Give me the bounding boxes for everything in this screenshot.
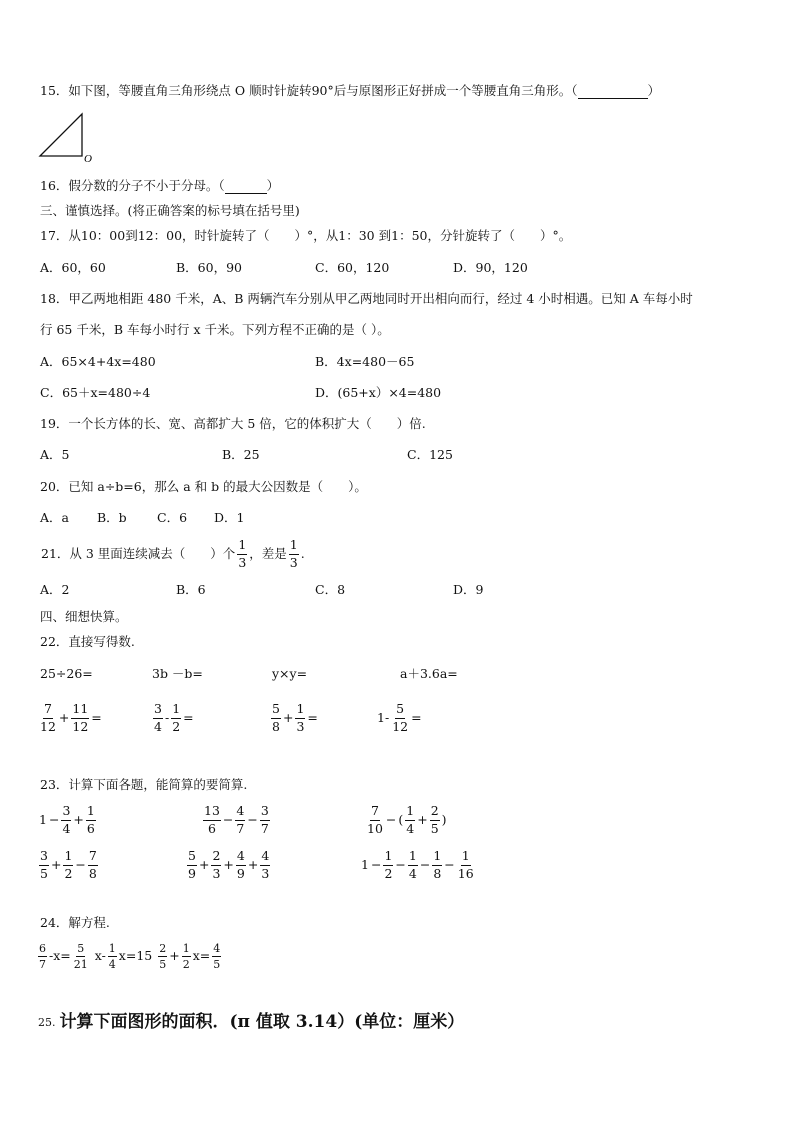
q23-expr-6: 1 − $\frac{1}{2}$ − $\frac{1}{4}$ − $\frac{1}{8}$ − $\frac{1}{16}$ bbox=[361, 848, 474, 881]
q25-question bbox=[38, 1014, 464, 1031]
q17-option-a[interactable]: A．60，60 bbox=[40, 260, 106, 275]
section-3-heading: 三、谨慎选择。(将正确答案的标号填在括号里) bbox=[40, 203, 300, 218]
q23-expr-3: $\frac{7}{10}$ − ( $\frac{1}{4}$ + $\frac{2}{5}$ ) bbox=[367, 803, 447, 836]
q23-expr-1: 1 − $\frac{3}{4}$ + $\frac{1}{6}$ bbox=[39, 803, 95, 836]
q24-equations: $\frac{6}{7}$ -x= $\frac{5}{21}$ x- $\frac{1}{4}$ x=15 $\frac{2}{5}$ + $\frac{1}{2}$ x= $\frac{4}{5}$ bbox=[39, 942, 221, 971]
q25-number: 25. bbox=[38, 1016, 56, 1029]
q25-text: 计算下面图形的面积．(π 值取 3.14）(单位：厘米） bbox=[59, 1012, 465, 1032]
q16-question bbox=[40, 180, 279, 194]
q21-question bbox=[40, 539, 306, 569]
q22-expr-5: $\frac{7}{12}$ + $\frac{11}{12}$ = bbox=[40, 701, 102, 734]
q22-item-2: 3b －b= bbox=[152, 666, 203, 681]
q17-text: 17．从10：00到12：00，时针旋转了（ ）°，从1：30 到1：50，分针旋转了（ ）°。 bbox=[40, 228, 572, 243]
q22-item-4: a＋3.6a= bbox=[400, 666, 458, 681]
q19-option-c[interactable]: C．125 bbox=[407, 447, 453, 462]
q15-question bbox=[40, 85, 660, 99]
q21-option-c[interactable]: C．8 bbox=[315, 582, 346, 597]
q16-text: 16．假分数的分子不小于分母。（ bbox=[40, 178, 225, 193]
q22-item-1: 25÷26= bbox=[40, 666, 93, 681]
q21-end: . bbox=[300, 545, 305, 561]
q22-item-3: y×y= bbox=[272, 666, 308, 681]
q20-text: 20．已知 a÷b=6，那么 a 和 b 的最大公因数是（ ）。 bbox=[40, 479, 367, 494]
q17-option-c[interactable]: C．60，120 bbox=[315, 260, 390, 275]
q22-expr-6: $\frac{3}{4}$ - $\frac{1}{2}$ = bbox=[154, 701, 194, 734]
q21-fraction-1: $\frac{1}{3}$ bbox=[238, 537, 247, 570]
q22-expr-8: 1- $\frac{5}{12}$ = bbox=[377, 701, 422, 734]
q15-close: ） bbox=[647, 83, 661, 98]
q20-option-c[interactable]: C．6 bbox=[157, 510, 188, 525]
q23-expr-4: $\frac{3}{5}$ + $\frac{1}{2}$ − $\frac{7}{8}$ bbox=[40, 848, 97, 881]
q23-expr-5: $\frac{5}{9}$ + $\frac{2}{3}$ + $\frac{4}{9}$ + $\frac{4}{3}$ bbox=[188, 848, 270, 881]
q21-fraction-2: $\frac{1}{3}$ bbox=[289, 537, 298, 570]
q18-option-c[interactable]: C．65＋x=480÷4 bbox=[40, 385, 151, 400]
q16-close: ） bbox=[266, 178, 280, 193]
q18-option-a[interactable]: A．65×4+4x=480 bbox=[40, 354, 156, 369]
q19-text: 19．一个长方体的长、宽、高都扩大 5 倍，它的体积扩大（ ）倍. bbox=[40, 416, 426, 431]
q19-option-b[interactable]: B．25 bbox=[222, 447, 260, 462]
point-o-label: O bbox=[84, 153, 92, 164]
q18-line1: 18．甲乙两地相距 480 千米，A、B 两辆汽车分别从甲乙两地同时开出相向而行，经过 4 小时相遇。已知 A 车每小时 bbox=[40, 291, 693, 306]
q22-expr-7: $\frac{5}{8}$ + $\frac{1}{3}$ = bbox=[272, 701, 318, 734]
q22-title: 22．直接写得数. bbox=[40, 634, 135, 649]
q23-expr-2: $\frac{13}{6}$ − $\frac{4}{7}$ − $\frac{3}{7}$ bbox=[204, 803, 269, 836]
q20-option-b[interactable]: B．b bbox=[97, 510, 127, 525]
q16-answer-blank[interactable] bbox=[225, 180, 267, 194]
q15-answer-blank[interactable] bbox=[578, 85, 648, 99]
q21-option-a[interactable]: A．2 bbox=[40, 582, 70, 597]
q17-option-d[interactable]: D．90，120 bbox=[453, 260, 528, 275]
q19-option-a[interactable]: A．5 bbox=[40, 447, 70, 462]
section-4-heading: 四、细想快算。 bbox=[40, 609, 128, 624]
q24-title: 24．解方程. bbox=[40, 915, 110, 930]
q18-line2: 行 65 千米，B 车每小时行 x 千米。下列方程不正确的是（ ）。 bbox=[40, 322, 390, 337]
q18-option-b[interactable]: B．4x=480－65 bbox=[315, 354, 415, 369]
q20-option-a[interactable]: A．a bbox=[40, 510, 69, 525]
q21-mid: ，差是 bbox=[249, 545, 287, 561]
q21-prefix: 21．从 3 里面连续减去（ ）个 bbox=[41, 545, 236, 561]
q18-option-d[interactable]: D．(65+x）×4=480 bbox=[315, 385, 442, 400]
q21-option-d[interactable]: D．9 bbox=[453, 582, 484, 597]
right-triangle-figure bbox=[38, 112, 98, 164]
q15-text: 15．如下图，等腰直角三角形绕点 O 顺时针旋转90°后与原图形正好拼成一个等腰直角三角形。（ bbox=[40, 83, 578, 98]
q17-option-b[interactable]: B．60，90 bbox=[176, 260, 242, 275]
triangle-shape bbox=[40, 114, 82, 156]
q20-option-d[interactable]: D．1 bbox=[214, 510, 245, 525]
q21-option-b[interactable]: B．6 bbox=[176, 582, 206, 597]
q23-title: 23．计算下面各题，能简算的要简算. bbox=[40, 777, 248, 792]
